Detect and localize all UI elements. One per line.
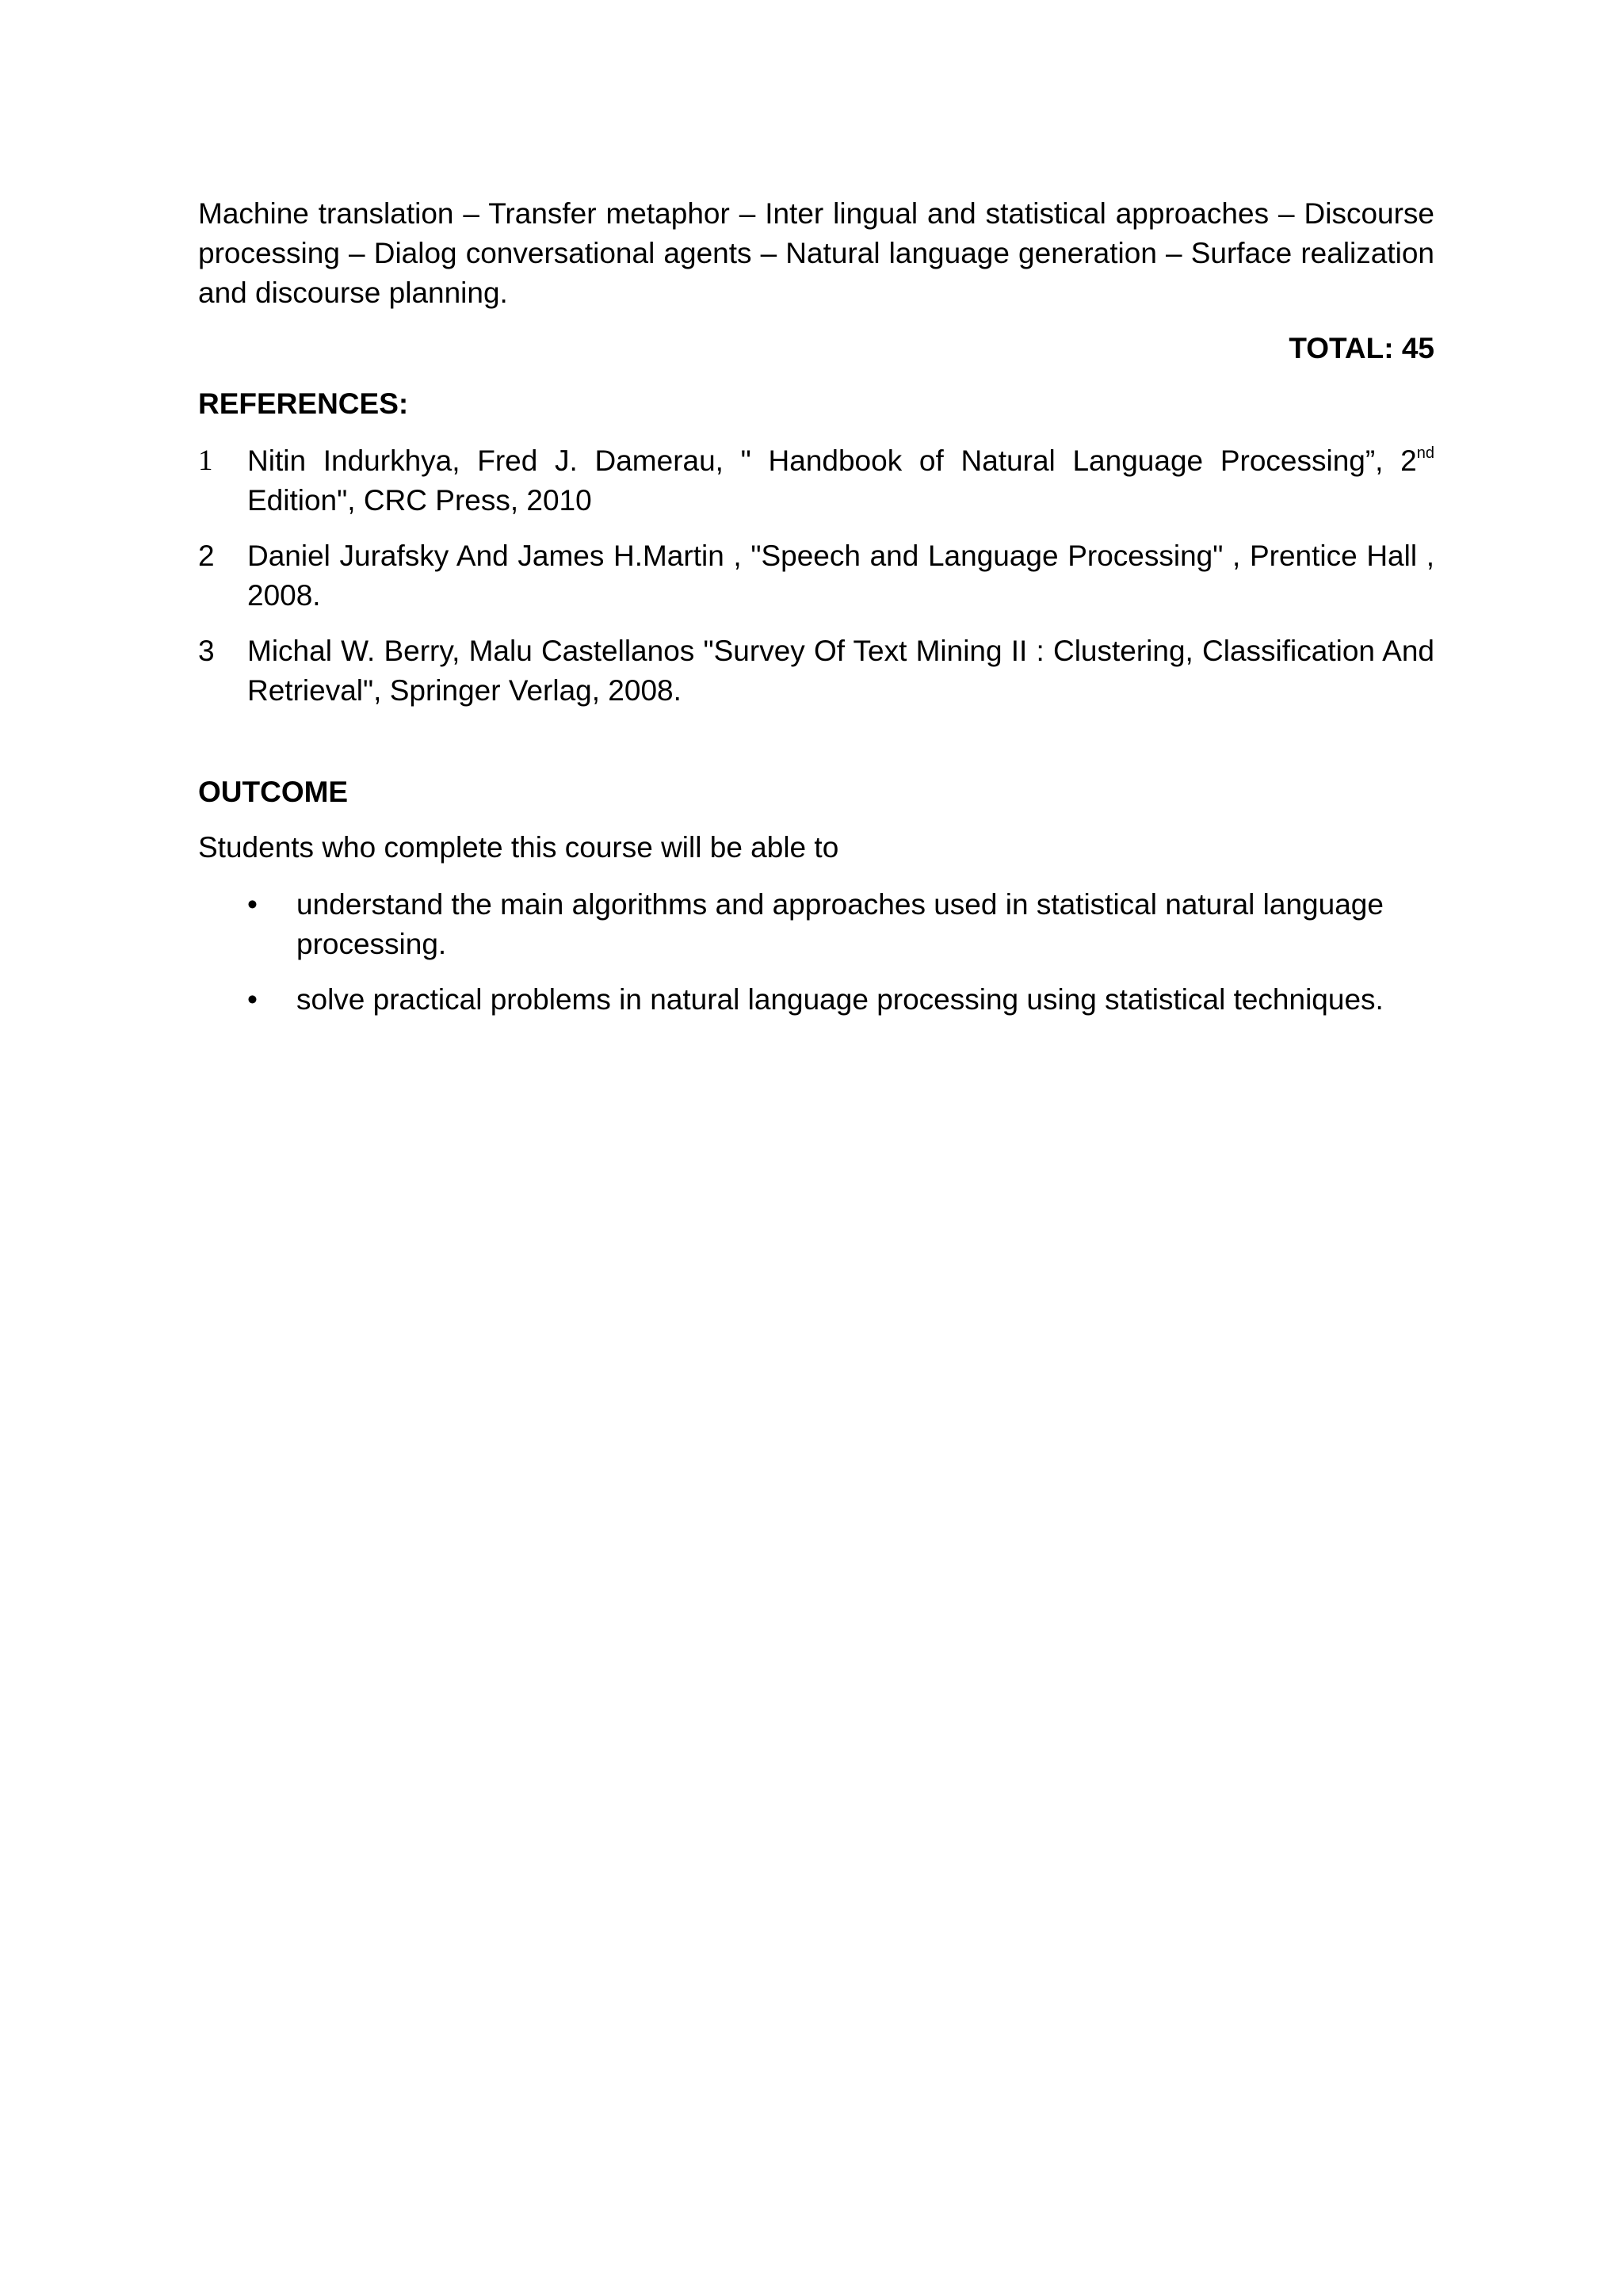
intro-paragraph — [198, 194, 1434, 313]
superscript-ordinal: nd — [1416, 444, 1434, 462]
intro-line-3: Surface realization and discourse planning. — [198, 237, 1434, 309]
bullet-icon: • — [247, 888, 258, 921]
outcome-text: solve practical problems in natural language processing using statistical techniques. — [296, 983, 1384, 1016]
outcome-heading: OUTCOME — [198, 776, 349, 808]
outcome-text: understand the main algorithms and approaches used in statistical natural language processing. — [296, 888, 1384, 960]
outcome-item — [198, 980, 1434, 1020]
outcome-list — [198, 885, 1434, 1020]
reference-number: 1 — [198, 444, 213, 477]
outcome-item — [198, 885, 1434, 964]
intro-line-1: Machine translation – Transfer metaphor – Inter lingual and statistical approaches – — [198, 197, 1295, 230]
intro-line-2: Discourse processing – Dialog conversational agents – Natural language generation – — [198, 197, 1434, 269]
reference-item — [198, 631, 1434, 711]
reference-text: Michal W. Berry, Malu Castellanos "Survey Of Text Mining II : Clustering, Classification And Retrieval", Springer Verlag, 2008. — [247, 635, 1434, 707]
reference-item — [198, 441, 1434, 521]
reference-text: Nitin Indurkhya, Fred J. Damerau, " Handbook of Natural Language Processing”, 2nd Edition", CRC Press, 2010 — [247, 444, 1434, 517]
references-heading: REFERENCES: — [198, 387, 409, 420]
references-list — [198, 441, 1434, 711]
reference-number: 2 — [198, 540, 215, 572]
reference-text: Daniel Jurafsky And James H.Martin , "Speech and Language Processing" , Prentice Hall , 2008. — [247, 540, 1434, 612]
document-page — [198, 194, 1434, 1035]
outcome-intro: Students who complete this course will be able to — [198, 831, 839, 864]
total-hours: TOTAL: 45 — [1289, 332, 1434, 364]
bullet-icon: • — [247, 983, 258, 1016]
reference-item — [198, 536, 1434, 616]
reference-number: 3 — [198, 635, 215, 667]
